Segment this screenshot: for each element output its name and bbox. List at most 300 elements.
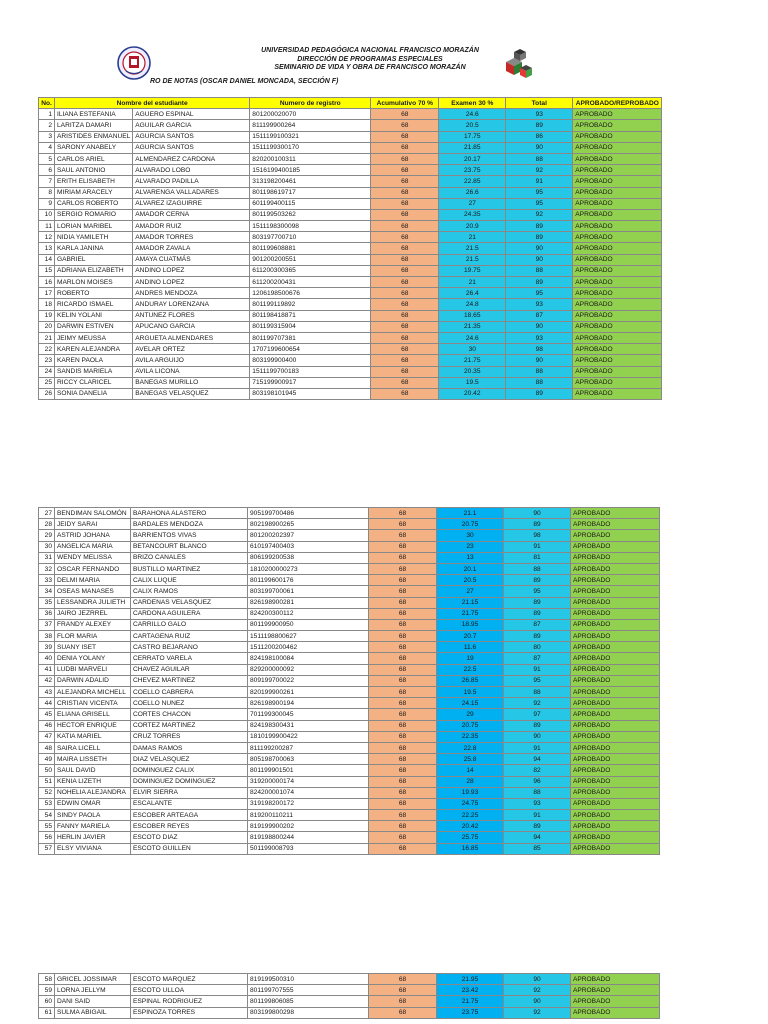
examen-score: 22.25 bbox=[437, 810, 504, 821]
table-row bbox=[39, 1007, 660, 1018]
acumulativo-score: 68 bbox=[371, 243, 439, 254]
student-first-name: SONIA DANELIA bbox=[55, 388, 133, 399]
examen-score: 21.15 bbox=[437, 597, 504, 608]
student-last-name: AGUILAR GARCIA bbox=[133, 120, 250, 131]
row-number: 12 bbox=[39, 232, 55, 243]
registration-number: 826198900194 bbox=[248, 698, 369, 709]
student-last-name: CRUZ TORRES bbox=[131, 731, 248, 742]
total-score: 86 bbox=[506, 131, 573, 142]
row-number: 5 bbox=[39, 153, 55, 164]
row-number: 22 bbox=[39, 344, 55, 355]
registration-number: 319200000174 bbox=[248, 776, 369, 787]
student-last-name: ESCOTO MARQUEZ bbox=[131, 974, 248, 985]
student-last-name: BUSTILLO MARTINEZ bbox=[131, 563, 248, 574]
student-first-name: ILIANA ESTEFANIA bbox=[55, 109, 133, 120]
col-header-examen: Examen 30 % bbox=[439, 98, 506, 109]
registration-number: 824198300431 bbox=[248, 720, 369, 731]
total-score: 90 bbox=[504, 508, 571, 519]
examen-score: 20.17 bbox=[439, 153, 506, 164]
status-badge: APROBADO bbox=[573, 366, 662, 377]
registration-number: 820200100311 bbox=[250, 153, 371, 164]
examen-score: 21 bbox=[439, 232, 506, 243]
student-last-name: ARGUETA ALMENDARES bbox=[133, 332, 250, 343]
registration-number: 826198900281 bbox=[248, 597, 369, 608]
row-number: 21 bbox=[39, 332, 55, 343]
table-row bbox=[39, 843, 660, 854]
acumulativo-score: 68 bbox=[371, 344, 439, 355]
table-row bbox=[39, 321, 662, 332]
row-number: 13 bbox=[39, 243, 55, 254]
registration-number: 819199500310 bbox=[248, 974, 369, 985]
status-badge: APROBADO bbox=[573, 120, 662, 131]
student-last-name: AGUERO ESPINAL bbox=[133, 109, 250, 120]
row-number: 23 bbox=[39, 355, 55, 366]
acumulativo-score: 68 bbox=[369, 508, 437, 519]
col-header-registro: Numero de registro bbox=[250, 98, 371, 109]
examen-score: 16.85 bbox=[437, 843, 504, 854]
status-badge: APROBADO bbox=[571, 541, 660, 552]
total-score: 95 bbox=[504, 586, 571, 597]
examen-score: 24.6 bbox=[439, 332, 506, 343]
table-row bbox=[39, 996, 660, 1007]
table-row bbox=[39, 232, 662, 243]
status-badge: APROBADO bbox=[571, 586, 660, 597]
table-header-row bbox=[39, 98, 662, 109]
total-score: 93 bbox=[506, 299, 573, 310]
table-row bbox=[39, 541, 660, 552]
examen-score: 29 bbox=[437, 709, 504, 720]
status-badge: APROBADO bbox=[571, 810, 660, 821]
student-first-name: KELIN YOLANI bbox=[55, 310, 133, 321]
table-row bbox=[39, 675, 660, 686]
registration-number: 801199900950 bbox=[248, 619, 369, 630]
row-number: 44 bbox=[39, 698, 55, 709]
row-number: 36 bbox=[39, 608, 55, 619]
acumulativo-score: 68 bbox=[369, 575, 437, 586]
total-score: 88 bbox=[504, 687, 571, 698]
acumulativo-score: 68 bbox=[371, 377, 439, 388]
row-number: 7 bbox=[39, 176, 55, 187]
table-row bbox=[39, 508, 660, 519]
row-number: 35 bbox=[39, 597, 55, 608]
registration-number: 1206198500676 bbox=[250, 288, 371, 299]
examen-score: 19.5 bbox=[437, 687, 504, 698]
registration-number: 801200202397 bbox=[248, 530, 369, 541]
acumulativo-score: 68 bbox=[369, 586, 437, 597]
row-number: 1 bbox=[39, 109, 55, 120]
student-last-name: CARDONA AGUILERA bbox=[131, 608, 248, 619]
registration-number: 811199200287 bbox=[248, 742, 369, 753]
row-number: 60 bbox=[39, 996, 55, 1007]
student-last-name: AMADOR ZAVALA bbox=[133, 243, 250, 254]
table-row bbox=[39, 344, 662, 355]
student-last-name: ALVAREZ IZAGUIRRE bbox=[133, 198, 250, 209]
total-score: 97 bbox=[504, 709, 571, 720]
header-line-university: UNIVERSIDAD PEDAGÓGICA NACIONAL FRANCISCO MORAZÁN bbox=[261, 47, 479, 54]
examen-score: 23.75 bbox=[439, 165, 506, 176]
acumulativo-score: 68 bbox=[371, 254, 439, 265]
status-badge: APROBADO bbox=[573, 131, 662, 142]
acumulativo-score: 68 bbox=[371, 299, 439, 310]
table-row bbox=[39, 165, 662, 176]
total-score: 90 bbox=[504, 731, 571, 742]
examen-score: 21.75 bbox=[439, 355, 506, 366]
row-number: 2 bbox=[39, 120, 55, 131]
row-number: 53 bbox=[39, 798, 55, 809]
registration-number: 803198101945 bbox=[250, 388, 371, 399]
examen-score: 21.5 bbox=[439, 254, 506, 265]
acumulativo-score: 68 bbox=[371, 265, 439, 276]
table-row bbox=[39, 355, 662, 366]
table-row bbox=[39, 332, 662, 343]
table-row bbox=[39, 153, 662, 164]
total-score: 80 bbox=[504, 642, 571, 653]
acumulativo-score: 68 bbox=[369, 653, 437, 664]
acumulativo-score: 68 bbox=[371, 232, 439, 243]
student-first-name: SULMA ABIGAIL bbox=[55, 1007, 131, 1018]
table-row bbox=[39, 631, 660, 642]
total-score: 89 bbox=[506, 221, 573, 232]
examen-score: 21.75 bbox=[437, 608, 504, 619]
table-row bbox=[39, 653, 660, 664]
student-last-name: ANTUNEZ FLORES bbox=[133, 310, 250, 321]
examen-score: 11.6 bbox=[437, 642, 504, 653]
acumulativo-score: 68 bbox=[369, 742, 437, 753]
total-score: 95 bbox=[506, 187, 573, 198]
student-first-name: WENDY MELISSA bbox=[55, 552, 131, 563]
student-first-name: KENIA LIZETH bbox=[55, 776, 131, 787]
status-badge: APROBADO bbox=[571, 742, 660, 753]
table-row bbox=[39, 176, 662, 187]
acumulativo-score: 68 bbox=[371, 388, 439, 399]
status-badge: APROBADO bbox=[571, 985, 660, 996]
table-row bbox=[39, 142, 662, 153]
row-number: 52 bbox=[39, 787, 55, 798]
acumulativo-score: 68 bbox=[371, 209, 439, 220]
status-badge: APROBADO bbox=[573, 377, 662, 388]
registration-number: 819198800244 bbox=[248, 832, 369, 843]
student-first-name: DARWIN ADALID bbox=[55, 675, 131, 686]
total-score: 95 bbox=[506, 288, 573, 299]
student-last-name: CORTES CHACON bbox=[131, 709, 248, 720]
student-last-name: BARAHONA ALASTERO bbox=[131, 508, 248, 519]
student-first-name: ANGELICA MARIA bbox=[55, 541, 131, 552]
acumulativo-score: 68 bbox=[371, 165, 439, 176]
row-number: 33 bbox=[39, 575, 55, 586]
registration-number: 701199300045 bbox=[248, 709, 369, 720]
status-badge: APROBADO bbox=[571, 608, 660, 619]
examen-score: 18.65 bbox=[439, 310, 506, 321]
acumulativo-score: 68 bbox=[371, 355, 439, 366]
student-first-name: RICCY CLARICEL bbox=[55, 377, 133, 388]
row-number: 19 bbox=[39, 310, 55, 321]
grades-table-part-1 bbox=[38, 97, 662, 400]
examen-score: 24.15 bbox=[437, 698, 504, 709]
total-score: 88 bbox=[504, 787, 571, 798]
acumulativo-score: 68 bbox=[369, 664, 437, 675]
row-number: 10 bbox=[39, 209, 55, 220]
row-number: 54 bbox=[39, 810, 55, 821]
acumulativo-score: 68 bbox=[371, 366, 439, 377]
status-badge: APROBADO bbox=[573, 254, 662, 265]
student-first-name: SARONY ANABELY bbox=[55, 142, 133, 153]
status-badge: APROBADO bbox=[571, 974, 660, 985]
status-badge: APROBADO bbox=[573, 332, 662, 343]
student-last-name: CHAVEZ AGUILAR bbox=[131, 664, 248, 675]
acumulativo-score: 68 bbox=[369, 608, 437, 619]
acumulativo-score: 68 bbox=[371, 120, 439, 131]
examen-score: 27 bbox=[437, 586, 504, 597]
table-row bbox=[39, 664, 660, 675]
row-number: 29 bbox=[39, 530, 55, 541]
total-score: 81 bbox=[504, 552, 571, 563]
status-badge: APROBADO bbox=[573, 388, 662, 399]
student-first-name: SAIRA LICELL bbox=[55, 742, 131, 753]
table-row bbox=[39, 299, 662, 310]
examen-score: 22.35 bbox=[437, 731, 504, 742]
total-score: 85 bbox=[504, 843, 571, 854]
status-badge: APROBADO bbox=[571, 776, 660, 787]
student-first-name: SAUL DAVID bbox=[55, 765, 131, 776]
student-first-name: KATIA MARIEL bbox=[55, 731, 131, 742]
examen-score: 20.75 bbox=[437, 720, 504, 731]
student-first-name: ELSY VIVIANA bbox=[55, 843, 131, 854]
registration-number: 801199503262 bbox=[250, 209, 371, 220]
examen-score: 27 bbox=[439, 198, 506, 209]
total-score: 89 bbox=[504, 608, 571, 619]
student-last-name: ESCOTO ULLOA bbox=[131, 985, 248, 996]
acumulativo-score: 68 bbox=[369, 597, 437, 608]
status-badge: APROBADO bbox=[571, 552, 660, 563]
total-score: 87 bbox=[506, 310, 573, 321]
acumulativo-score: 68 bbox=[369, 519, 437, 530]
registration-number: 801199707555 bbox=[248, 985, 369, 996]
table-row bbox=[39, 597, 660, 608]
status-badge: APROBADO bbox=[573, 232, 662, 243]
registration-number: 809199700022 bbox=[248, 675, 369, 686]
student-last-name: ALMENDAREZ CARDONA bbox=[133, 153, 250, 164]
student-last-name: AGURCIA SANTOS bbox=[133, 131, 250, 142]
col-header-total: Total bbox=[506, 98, 573, 109]
total-score: 91 bbox=[504, 810, 571, 821]
status-badge: APROBADO bbox=[571, 653, 660, 664]
student-last-name: ESPINAL RODRIGUEZ bbox=[131, 996, 248, 1007]
status-badge: APROBADO bbox=[573, 243, 662, 254]
student-last-name: ALVARENGA VALLADARES bbox=[133, 187, 250, 198]
examen-score: 20.75 bbox=[437, 519, 504, 530]
examen-score: 30 bbox=[439, 344, 506, 355]
table-row bbox=[39, 120, 662, 131]
student-first-name: BENDIMAN SALOMÓN bbox=[55, 508, 131, 519]
total-score: 91 bbox=[504, 664, 571, 675]
total-score: 88 bbox=[506, 153, 573, 164]
acumulativo-score: 68 bbox=[369, 631, 437, 642]
student-first-name: NOHELIA ALEJANDRA bbox=[55, 787, 131, 798]
row-number: 47 bbox=[39, 731, 55, 742]
acumulativo-score: 68 bbox=[371, 332, 439, 343]
registration-number: 801198619717 bbox=[250, 187, 371, 198]
student-first-name: CRISTIAN VICENTA bbox=[55, 698, 131, 709]
table-row bbox=[39, 709, 660, 720]
table-row bbox=[39, 209, 662, 220]
student-first-name: ERITH ELISABETH bbox=[55, 176, 133, 187]
status-badge: APROBADO bbox=[571, 563, 660, 574]
student-first-name: FRANDY ALEXEY bbox=[55, 619, 131, 630]
student-first-name: FANNY MARIELA bbox=[55, 821, 131, 832]
examen-score: 21.85 bbox=[439, 142, 506, 153]
row-number: 40 bbox=[39, 653, 55, 664]
status-badge: APROBADO bbox=[571, 642, 660, 653]
acumulativo-score: 68 bbox=[369, 720, 437, 731]
examen-score: 22.8 bbox=[437, 742, 504, 753]
table-row bbox=[39, 810, 660, 821]
header-line-direction: DIRECCIÓN DE PROGRAMAS ESPECIALES bbox=[297, 55, 443, 63]
student-first-name: SINDY PAOLA bbox=[55, 810, 131, 821]
row-number: 51 bbox=[39, 776, 55, 787]
acumulativo-score: 68 bbox=[369, 563, 437, 574]
status-badge: APROBADO bbox=[571, 698, 660, 709]
total-score: 90 bbox=[506, 142, 573, 153]
examen-score: 21.35 bbox=[439, 321, 506, 332]
registration-number: 820199900261 bbox=[248, 687, 369, 698]
total-score: 93 bbox=[504, 798, 571, 809]
row-number: 48 bbox=[39, 742, 55, 753]
row-number: 15 bbox=[39, 265, 55, 276]
status-badge: APROBADO bbox=[571, 619, 660, 630]
student-first-name: MAIRA LISSETH bbox=[55, 754, 131, 765]
registration-number: 1810200000273 bbox=[248, 563, 369, 574]
examen-score: 23 bbox=[437, 541, 504, 552]
examen-score: 19.93 bbox=[437, 787, 504, 798]
registration-number: 1511200200462 bbox=[248, 642, 369, 653]
col-header-acumulativo: Acumulativo 70 % bbox=[371, 98, 439, 109]
acumulativo-score: 68 bbox=[371, 131, 439, 142]
student-last-name: AMAYA CUATMÁS bbox=[133, 254, 250, 265]
student-last-name: ALVARADO LOBO bbox=[133, 165, 250, 176]
total-score: 92 bbox=[504, 985, 571, 996]
student-last-name: BANEGAS MURILLO bbox=[133, 377, 250, 388]
acumulativo-score: 68 bbox=[371, 176, 439, 187]
table-row bbox=[39, 187, 662, 198]
acumulativo-score: 68 bbox=[371, 153, 439, 164]
student-last-name: COELLO NUNEZ bbox=[131, 698, 248, 709]
examen-score: 28 bbox=[437, 776, 504, 787]
row-number: 55 bbox=[39, 821, 55, 832]
row-number: 4 bbox=[39, 142, 55, 153]
total-score: 89 bbox=[504, 519, 571, 530]
student-last-name: CARDENAS VELASQUEZ bbox=[131, 597, 248, 608]
acumulativo-score: 68 bbox=[369, 787, 437, 798]
acumulativo-score: 68 bbox=[371, 288, 439, 299]
row-number: 28 bbox=[39, 519, 55, 530]
student-first-name: ROBERTO bbox=[55, 288, 133, 299]
examen-score: 24.8 bbox=[439, 299, 506, 310]
registration-number: 801199315904 bbox=[250, 321, 371, 332]
acumulativo-score: 68 bbox=[369, 1007, 437, 1018]
student-last-name: BANEGAS VELASQUEZ bbox=[133, 388, 250, 399]
table-row bbox=[39, 687, 660, 698]
registration-number: 819200110211 bbox=[248, 810, 369, 821]
student-last-name: CERRATO VARELA bbox=[131, 653, 248, 664]
student-first-name: CARLOS ARIEL bbox=[55, 153, 133, 164]
row-number: 25 bbox=[39, 377, 55, 388]
acumulativo-score: 68 bbox=[369, 776, 437, 787]
registration-number: 803199700061 bbox=[248, 586, 369, 597]
total-score: 96 bbox=[504, 776, 571, 787]
status-badge: APROBADO bbox=[571, 709, 660, 720]
total-score: 94 bbox=[504, 754, 571, 765]
student-last-name: ESPINOZA TORRES bbox=[131, 1007, 248, 1018]
registration-number: 801199707381 bbox=[250, 332, 371, 343]
table-row bbox=[39, 765, 660, 776]
student-first-name: ALEJANDRA MICHELL bbox=[55, 687, 131, 698]
acumulativo-score: 68 bbox=[369, 619, 437, 630]
examen-score: 20.7 bbox=[437, 631, 504, 642]
registration-number: 801199119892 bbox=[250, 299, 371, 310]
registration-number: 901200200551 bbox=[250, 254, 371, 265]
status-badge: APROBADO bbox=[573, 209, 662, 220]
registration-number: 501199008793 bbox=[248, 843, 369, 854]
student-first-name: SUANY ISET bbox=[55, 642, 131, 653]
registration-number: 819199900202 bbox=[248, 821, 369, 832]
status-badge: APROBADO bbox=[573, 321, 662, 332]
status-badge: APROBADO bbox=[571, 664, 660, 675]
table-row bbox=[39, 552, 660, 563]
row-number: 50 bbox=[39, 765, 55, 776]
student-first-name: SERGIO ROMARIO bbox=[55, 209, 133, 220]
total-score: 98 bbox=[504, 530, 571, 541]
total-score: 92 bbox=[504, 1007, 571, 1018]
student-last-name: BARDALES MENDOZA bbox=[131, 519, 248, 530]
student-last-name: ELVIR SIERRA bbox=[131, 787, 248, 798]
table-row bbox=[39, 821, 660, 832]
table-row bbox=[39, 832, 660, 843]
student-last-name: AVILA LICONA bbox=[133, 366, 250, 377]
total-score: 94 bbox=[504, 832, 571, 843]
total-score: 87 bbox=[504, 653, 571, 664]
registration-number: 1810199900422 bbox=[248, 731, 369, 742]
examen-score: 30 bbox=[437, 530, 504, 541]
student-last-name: CORTEZ MARTINEZ bbox=[131, 720, 248, 731]
acumulativo-score: 68 bbox=[369, 798, 437, 809]
table-row bbox=[39, 985, 660, 996]
table-row bbox=[39, 530, 660, 541]
row-number: 41 bbox=[39, 664, 55, 675]
total-score: 95 bbox=[504, 675, 571, 686]
registration-number: 803197700710 bbox=[250, 232, 371, 243]
registration-number: 319198200172 bbox=[248, 798, 369, 809]
row-number: 16 bbox=[39, 277, 55, 288]
student-last-name: ESCOTO DIAZ bbox=[131, 832, 248, 843]
student-first-name: MARLON MOISES bbox=[55, 277, 133, 288]
student-last-name: CALIX RAMOS bbox=[131, 586, 248, 597]
acumulativo-score: 68 bbox=[371, 187, 439, 198]
status-badge: APROBADO bbox=[571, 765, 660, 776]
status-badge: APROBADO bbox=[573, 221, 662, 232]
acumulativo-score: 68 bbox=[369, 698, 437, 709]
acumulativo-score: 68 bbox=[371, 198, 439, 209]
total-score: 90 bbox=[506, 355, 573, 366]
student-last-name: AMADOR RUIZ bbox=[133, 221, 250, 232]
row-number: 43 bbox=[39, 687, 55, 698]
status-badge: APROBADO bbox=[573, 198, 662, 209]
registration-number: 1511199700183 bbox=[250, 366, 371, 377]
acumulativo-score: 68 bbox=[369, 530, 437, 541]
table-row bbox=[39, 265, 662, 276]
row-number: 45 bbox=[39, 709, 55, 720]
total-score: 91 bbox=[506, 176, 573, 187]
table-row bbox=[39, 519, 660, 530]
